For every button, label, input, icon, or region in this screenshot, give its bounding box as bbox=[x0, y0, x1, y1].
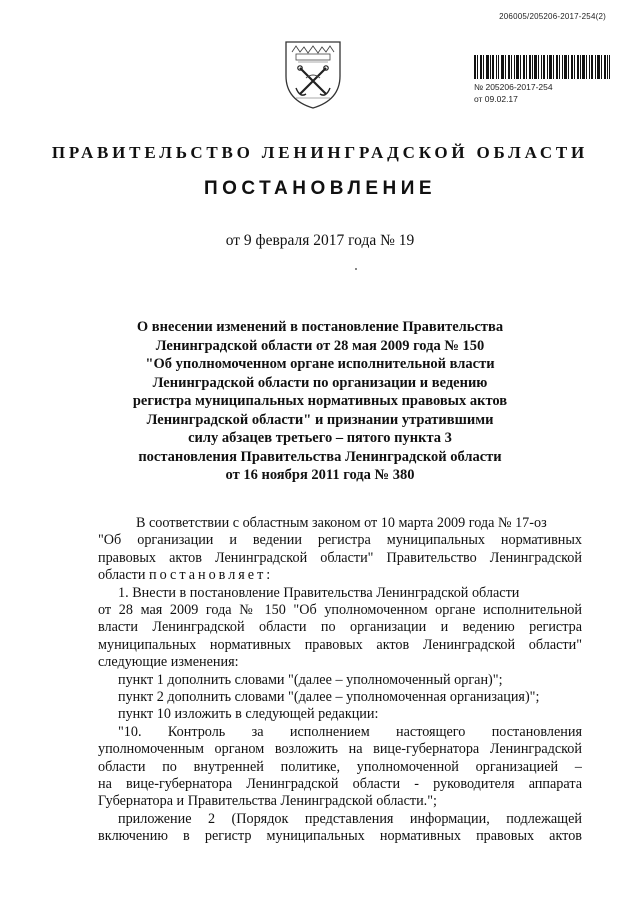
body-line: 1. Внести в постановление Правительства Ленинградской области bbox=[118, 584, 520, 601]
registration-date: от 09.02.17 bbox=[474, 94, 518, 104]
body-line: области по внутренней политике, уполномоченной организацией – bbox=[98, 758, 582, 775]
subject-line: от 16 ноября 2011 года № 380 bbox=[225, 467, 415, 483]
scan-dot bbox=[355, 268, 357, 270]
subject-line: "Об уполномоченном органе исполнительной власти bbox=[145, 356, 495, 372]
body-line: следующие изменения: bbox=[98, 654, 239, 671]
body-line: правовых актов Ленинградской области" Правительство Ленинградской bbox=[98, 549, 582, 566]
body-line: пункт 2 дополнить словами "(далее – уполномоченная организация)"; bbox=[118, 688, 540, 705]
barcode bbox=[474, 55, 610, 79]
body-line: приложение 2 (Порядок представления информации, подлежащей bbox=[118, 810, 582, 827]
body-line bbox=[98, 567, 582, 584]
subject-line: регистра муниципальных нормативных правовых актов bbox=[132, 393, 508, 409]
subject-line: Ленинградской области по организации и ведению bbox=[152, 374, 488, 391]
subject-line: О внесении изменений в постановление Правительства bbox=[136, 319, 504, 335]
body-line: "Об организации и ведении регистра муниципальных нормативных bbox=[98, 532, 582, 549]
government-title: ПРАВИТЕЛЬСТВО ЛЕНИНГРАДСКОЙ ОБЛАСТИ bbox=[51, 143, 589, 162]
body-line: пункт 10 изложить в следующей редакции: bbox=[118, 706, 379, 723]
body-line: пункт 1 дополнить словами "(далее – уполномоченный орган)"; bbox=[118, 671, 503, 688]
registration-number: № 205206-2017-254 bbox=[474, 82, 553, 92]
body-line: от 28 мая 2009 года № 150 "Об уполномоченном органе исполнительной bbox=[98, 602, 582, 618]
document-reference-number: 206005/205206-2017-254(2) bbox=[499, 12, 606, 21]
subject-line: постановления Правительства Ленинградской области bbox=[138, 448, 502, 465]
body-word: области bbox=[98, 567, 146, 584]
subject-line: Ленинградской области" и признании утратившими bbox=[146, 411, 494, 428]
document-date-number: от 9 февраля 2017 года № 19 bbox=[225, 232, 415, 249]
body-line: уполномоченным органом возложить на вице-губернатора Ленинградской bbox=[98, 741, 582, 758]
body-line: включению в регистр муниципальных нормативных правовых актов bbox=[98, 828, 582, 845]
body-line: муниципальных нормативных правовых актов Ленинградской области" bbox=[98, 636, 582, 653]
body-line: на вице-губернатора Ленинградской области - руководителя аппарата bbox=[98, 775, 582, 792]
body-line: "10. Контроль за исполнением настоящего постановления bbox=[118, 723, 582, 740]
document-body bbox=[98, 515, 582, 846]
resolution-word: постановляет: bbox=[148, 567, 274, 584]
body-line: власти Ленинградской области по организации и ведению регистра bbox=[98, 619, 582, 636]
document-subject bbox=[100, 318, 540, 485]
subject-line: силу абзацев третьего – пятого пункта 3 bbox=[188, 430, 452, 446]
subject-line: Ленинградской области от 28 мая 2009 года № 150 bbox=[155, 337, 485, 354]
body-line: Губернатора и Правительства Ленинградской области."; bbox=[98, 793, 437, 810]
coat-of-arms-emblem bbox=[282, 38, 344, 110]
body-line: В соответствии с областным законом от 10 марта 2009 года № 17-оз bbox=[136, 515, 547, 531]
document-type-title: ПОСТАНОВЛЕНИЕ bbox=[203, 178, 437, 199]
